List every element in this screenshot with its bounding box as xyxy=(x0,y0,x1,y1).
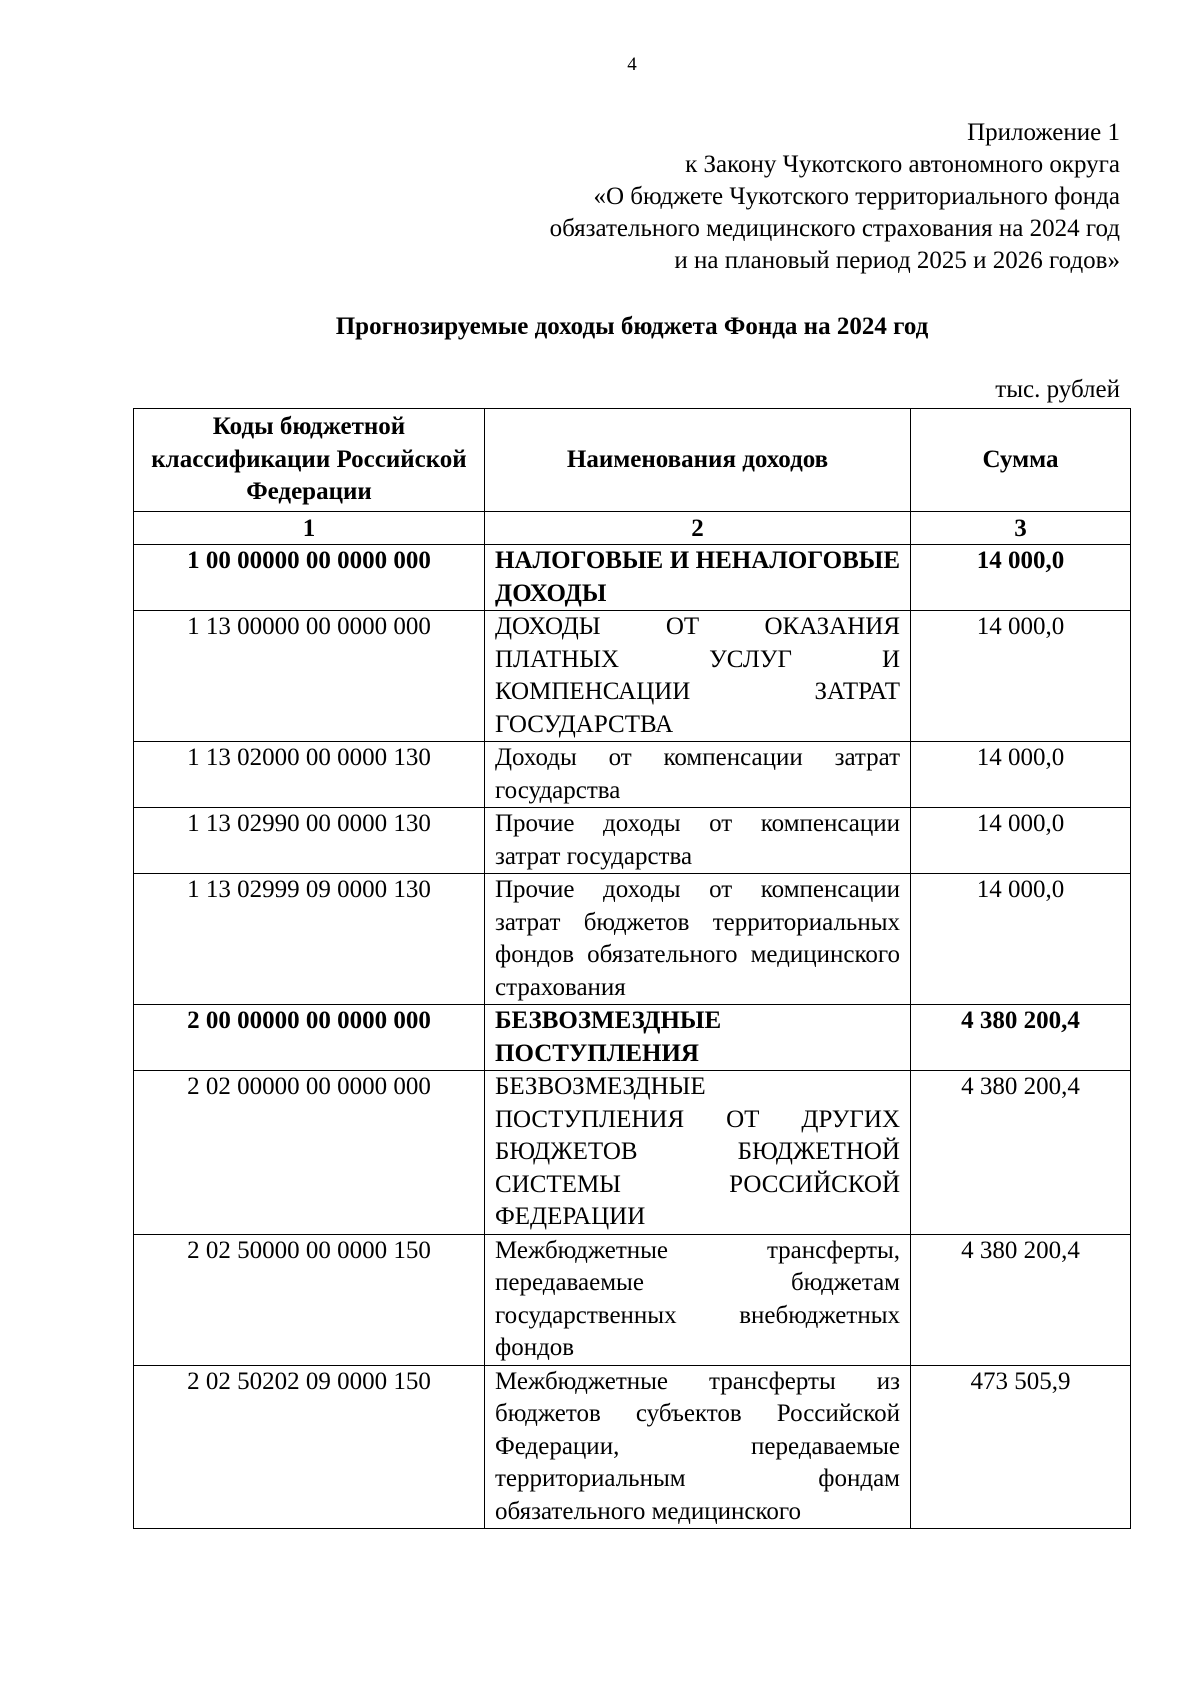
row-code: 2 02 00000 00 0000 000 xyxy=(134,1071,485,1235)
column-number: 2 xyxy=(485,512,911,545)
appendix-line: обязательного медицинского страхования на 2024 год xyxy=(549,215,1120,242)
header-codes: Коды бюджетной классификации Российской Федерации xyxy=(134,409,485,512)
row-name: Прочие доходы от компенсации затрат бюджетов территориальных фондов обязательного медицинского страхования xyxy=(485,874,911,1005)
row-sum: 14 000,0 xyxy=(911,874,1131,1005)
row-name: НАЛОГОВЫЕ И НЕНАЛОГОВЫЕ ДОХОДЫ xyxy=(485,545,911,611)
row-sum: 4 380 200,4 xyxy=(911,1234,1131,1365)
appendix-header xyxy=(550,117,1120,277)
table-header-row xyxy=(134,409,1131,512)
row-code: 1 13 00000 00 0000 000 xyxy=(134,611,485,742)
table-row xyxy=(134,808,1131,874)
row-sum: 4 380 200,4 xyxy=(911,1005,1131,1071)
column-number-row xyxy=(134,512,1131,545)
row-name: Прочие доходы от компенсации затрат государства xyxy=(485,808,911,874)
appendix-line: «О бюджете Чукотского территориального фонда xyxy=(593,183,1120,210)
row-sum: 14 000,0 xyxy=(911,742,1131,808)
table-row xyxy=(134,1071,1131,1235)
appendix-line: Приложение 1 xyxy=(967,119,1120,146)
row-sum: 473 505,9 xyxy=(911,1365,1131,1529)
table-row xyxy=(134,611,1131,742)
row-code: 1 13 02000 00 0000 130 xyxy=(134,742,485,808)
row-code: 2 02 50202 09 0000 150 xyxy=(134,1365,485,1529)
row-name: Доходы от компенсации затрат государства xyxy=(485,742,911,808)
row-code: 2 00 00000 00 0000 000 xyxy=(134,1005,485,1071)
appendix-line: к Закону Чукотского автономного округа xyxy=(685,151,1120,178)
column-number: 3 xyxy=(911,512,1131,545)
row-sum: 4 380 200,4 xyxy=(911,1071,1131,1235)
row-name: Межбюджетные трансферты из бюджетов субъектов Российской Федерации, передаваемые территориальным фондам обязательного медицинского xyxy=(485,1365,911,1529)
row-code: 1 13 02999 09 0000 130 xyxy=(134,874,485,1005)
header-names: Наименования доходов xyxy=(485,409,911,512)
table-row xyxy=(134,874,1131,1005)
row-code: 1 13 02990 00 0000 130 xyxy=(134,808,485,874)
table-row xyxy=(134,1234,1131,1365)
header-sum: Сумма xyxy=(911,409,1131,512)
row-name: Межбюджетные трансферты, передаваемые бюджетам государственных внебюджетных фондов xyxy=(485,1234,911,1365)
income-table xyxy=(133,408,1131,1529)
row-name: БЕЗВОЗМЕЗДНЫЕ ПОСТУПЛЕНИЯ ОТ ДРУГИХ БЮДЖЕТОВ БЮДЖЕТНОЙ СИСТЕМЫ РОССИЙСКОЙ ФЕДЕРАЦИИ xyxy=(485,1071,911,1235)
document-title: Прогнозируемые доходы бюджета Фонда на 2024 год xyxy=(335,313,929,340)
table-row xyxy=(134,1005,1131,1071)
table-row xyxy=(134,742,1131,808)
column-number: 1 xyxy=(134,512,485,545)
table-row xyxy=(134,545,1131,611)
row-name: БЕЗВОЗМЕЗДНЫЕ ПОСТУПЛЕНИЯ xyxy=(485,1005,911,1071)
row-sum: 14 000,0 xyxy=(911,545,1131,611)
row-name: ДОХОДЫ ОТ ОКАЗАНИЯ ПЛАТНЫХ УСЛУГ И КОМПЕНСАЦИИ ЗАТРАТ ГОСУДАРСТВА xyxy=(485,611,911,742)
appendix-line: и на плановый период 2025 и 2026 годов» xyxy=(674,247,1120,274)
units-label: тыс. рублей xyxy=(995,376,1120,403)
page-number: 4 xyxy=(627,54,637,75)
row-code: 1 00 00000 00 0000 000 xyxy=(134,545,485,611)
row-sum: 14 000,0 xyxy=(911,808,1131,874)
row-code: 2 02 50000 00 0000 150 xyxy=(134,1234,485,1365)
row-sum: 14 000,0 xyxy=(911,611,1131,742)
table-row xyxy=(134,1365,1131,1529)
